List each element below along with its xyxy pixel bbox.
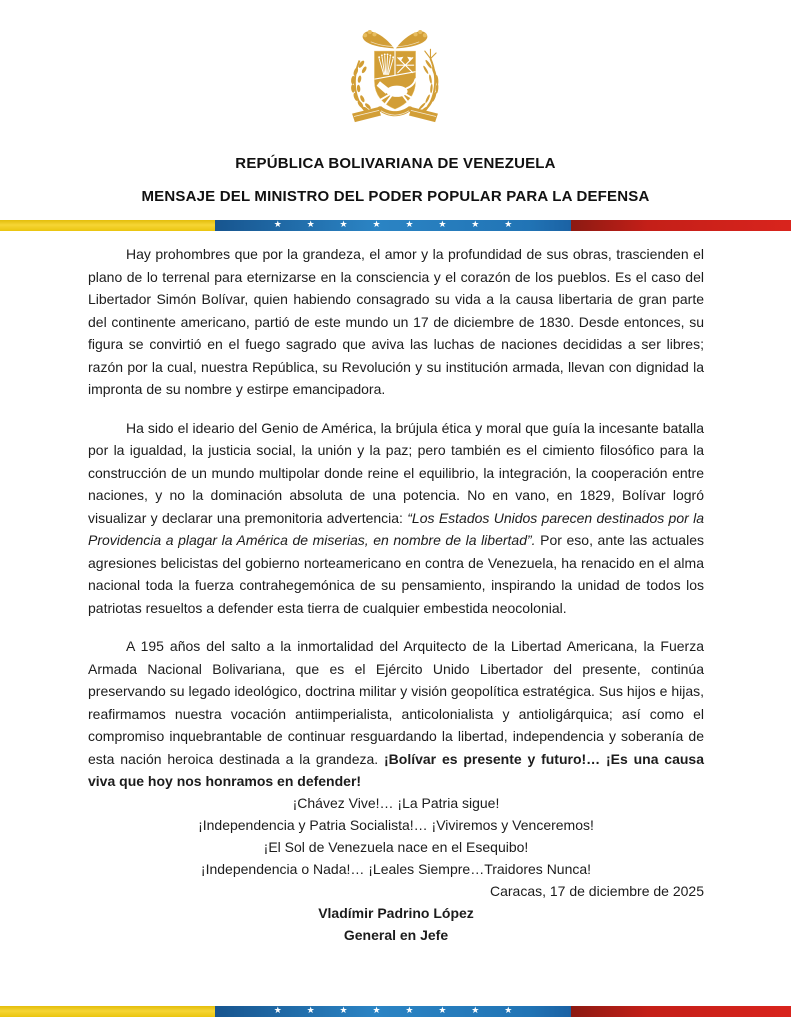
body-paragraph-2 <box>88 417 704 620</box>
flag-blue-segment <box>215 220 571 231</box>
paragraph-text: A 195 años del salto a la inmortalidad del Arquitecto de la Libertad Americana, la Fuerza Armada Nacional Bolivariana, que es el Ejército Unido Libertador del presente, continúa preservando su legado ideológico, doctrina militar y visión geopolítica estratégica. Sus hijos e hijas, reafirmamos nuestra vocación antiimperialista, anticolonialista y antioligárquica; así como el compromiso inquebrantable de continuar resguardando la libertad, independencia y soberanía de esta nación heroica destinada a la grandeza. <box>88 638 704 767</box>
flag-band-bottom <box>0 1006 791 1017</box>
republic-title: REPÚBLICA BOLIVARIANA DE VENEZUELA <box>235 155 556 172</box>
paragraph-text: Por eso, ante las actuales agresiones belicistas del gobierno norteamericano en contra de Venezuela, ha renacido en el alma nacional toda la fuerza contrahegemónica de su pensamiento, inspirando la unidad de todos los patriotas resueltos a defender esta tierra de cualquier embestida neocolonial. <box>88 532 704 616</box>
message-body <box>88 243 704 809</box>
flag-stars-icon: ★ ★ ★ ★ ★ ★ ★ ★ <box>273 220 524 230</box>
venezuela-coat-of-arms-icon <box>339 20 451 142</box>
slogan-line-1: ¡Chávez Vive!… ¡La Patria sigue! <box>292 795 500 811</box>
paragraph-text: Ha sido el ideario del Genio de América, la brújula ética y moral que guía la incesante batalla por la igualdad, la justicia social, la unión y la paz; pero también es el cimiento filosófico para la construcción de un mundo multipolar donde reine el equilibrio, la integración, la cooperación entre naciones, y no la dominación absoluta de una potencia. No en vano, en 1829, Bolívar logró visualizar y declarar una premonitoria advertencia: <box>88 419 704 526</box>
slogan-line-2: ¡Independencia y Patria Socialista!… ¡Viviremos y Venceremos! <box>198 817 594 833</box>
body-paragraph-3 <box>88 635 704 793</box>
flag-stars-icon: ★ ★ ★ ★ ★ ★ ★ ★ <box>273 1006 524 1016</box>
flag-yellow-segment <box>0 1006 215 1017</box>
signature-title: General en Jefe <box>343 927 449 943</box>
bolivar-quote: “Los Estados Unidos parecen destinados por la Providencia a plagar la América de miserias, en nombre de la libertad”. <box>88 509 704 548</box>
flag-red-segment <box>571 220 791 231</box>
signature-name: Vladímir Padrino López <box>318 905 474 921</box>
body-paragraph-1 <box>88 243 704 401</box>
flag-red-segment <box>571 1006 791 1017</box>
flag-blue-segment <box>215 1006 571 1017</box>
slogan-line-4: ¡Independencia o Nada!… ¡Leales Siempre…Traidores Nunca! <box>200 861 592 877</box>
slogan-line-3: ¡El Sol de Venezuela nace en el Esequibo! <box>263 839 529 855</box>
flag-band-top <box>0 220 791 231</box>
flag-yellow-segment <box>0 220 215 231</box>
closing-section <box>88 792 704 946</box>
bold-closing-phrase: ¡Bolívar es presente y futuro!… ¡Es una causa viva que hoy nos honramos en defender! <box>88 750 704 789</box>
dateline: Caracas, 17 de diciembre de 2025 <box>489 883 704 899</box>
paragraph-text: Hay prohombres que por la grandeza, el amor y la profundidad de sus obras, trascienden el plano de lo terrenal para eternizarse en la consciencia y el corazón de los pueblos. Es el caso del Libertador Simón Bolívar, quien habiendo consagrado su vida a la causa libertaria de gran parte del continente americano, partió de este mundo un 17 de diciembre de 1830. Desde entonces, su figura se convirtió en el fuego sagrado que aviva las luchas de naciones decididas a ser libres; razón por la cual, nuestra República, su Revolución y su institución armada, llevan con dignidad la impronta de su nombre y estirpe emancipadora. <box>88 246 704 397</box>
message-title: MENSAJE DEL MINISTRO DEL PODER POPULAR PARA LA DEFENSA <box>141 188 650 205</box>
